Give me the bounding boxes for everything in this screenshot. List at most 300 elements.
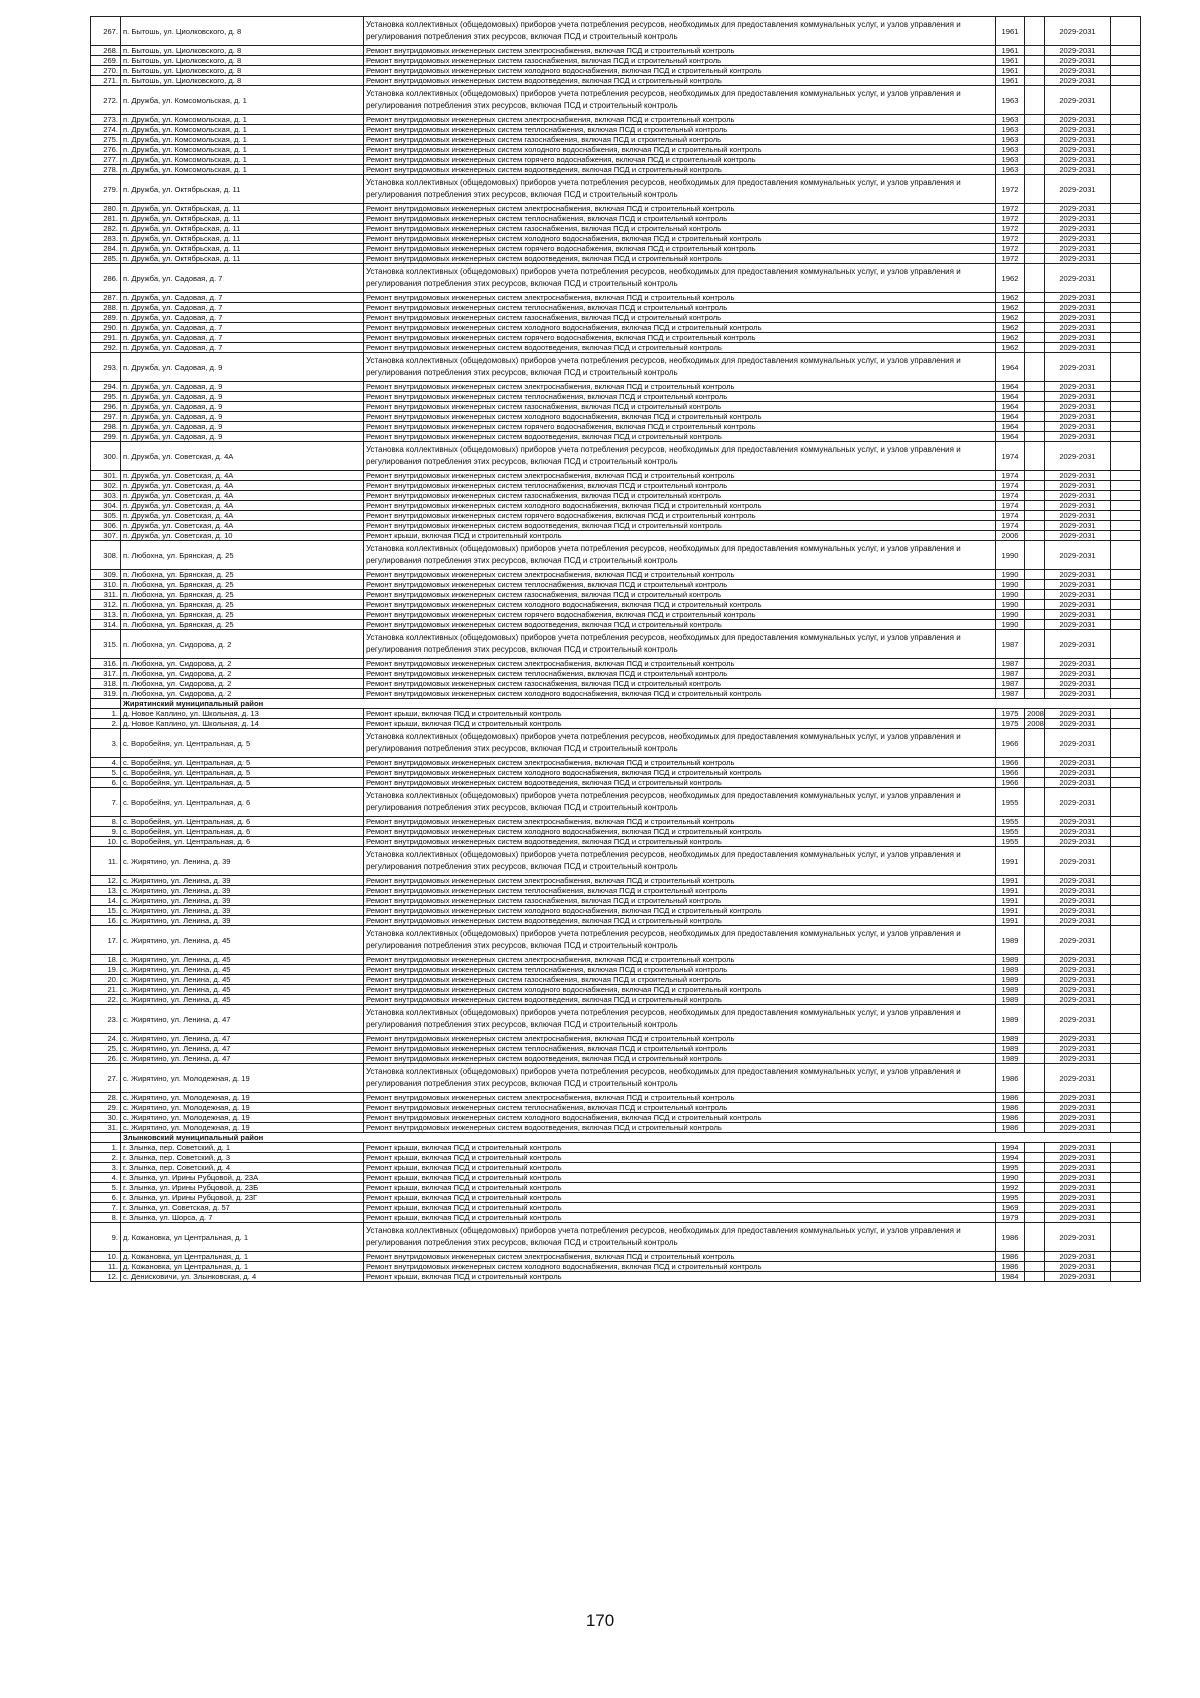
year-built-cell: 1962: [996, 333, 1025, 343]
year-built-cell: 1990: [996, 570, 1025, 580]
year-built-cell: 1991: [996, 916, 1025, 926]
last-repair-cell: [1025, 56, 1045, 66]
year-built-cell: 1964: [996, 422, 1025, 432]
table-row: [91, 392, 1141, 402]
planned-period-cell: 2029-2031: [1045, 115, 1111, 125]
work-type-cell: Ремонт внутридомовых инженерных систем газоснабжения, включая ПСД и строительный контроль: [364, 402, 996, 412]
planned-period-cell: 2029-2031: [1045, 1153, 1111, 1163]
address-cell: с. Жирятино, ул. Ленина, д. 45: [121, 965, 364, 975]
table-row: [91, 491, 1141, 501]
year-built-cell: 1972: [996, 244, 1025, 254]
last-repair-cell: [1025, 1113, 1045, 1123]
work-type-cell: Ремонт внутридомовых инженерных систем водоотведения, включая ПСД и строительный контроль: [364, 521, 996, 531]
year-built-cell: 1989: [996, 975, 1025, 985]
table-row: [91, 876, 1141, 886]
work-type-cell: Ремонт внутридомовых инженерных систем теплоснабжения, включая ПСД и строительный контроль: [364, 965, 996, 975]
year-built-cell: 1962: [996, 343, 1025, 353]
year-built-cell: 1961: [996, 76, 1025, 86]
planned-period-cell: 2029-2031: [1045, 125, 1111, 135]
planned-period-cell: 2029-2031: [1045, 669, 1111, 679]
planned-period-cell: 2029-2031: [1045, 313, 1111, 323]
work-type-cell: Установка коллективных (общедомовых) приборов учета потребления ресурсов, необходимых для предоставления коммунальных услуг, и узлов управления и регулирования потребления этих ресурсов, включая ПСД и строительный контроль: [364, 1064, 996, 1093]
work-type-cell: Установка коллективных (общедомовых) приборов учета потребления ресурсов, необходимых для предоставления коммунальных услуг, и узлов управления и регулирования потребления этих ресурсов, включая ПСД и строительный контроль: [364, 926, 996, 955]
work-type-cell: Ремонт внутридомовых инженерных систем холодного водоснабжения, включая ПСД и строительный контроль: [364, 234, 996, 244]
planned-period-cell: 2029-2031: [1045, 66, 1111, 76]
year-built-cell: 1992: [996, 1183, 1025, 1193]
address-cell: с. Жирятино, ул. Ленина, д. 45: [121, 985, 364, 995]
address-cell: с. Жирятино, ул. Молодежная, д. 19: [121, 1064, 364, 1093]
last-repair-cell: [1025, 630, 1045, 659]
empty-cell: [1111, 1272, 1141, 1282]
work-type-cell: Ремонт внутридомовых инженерных систем водоотведения, включая ПСД и строительный контроль: [364, 343, 996, 353]
repair-program-table: [90, 16, 1141, 1282]
planned-period-cell: 2029-2031: [1045, 1223, 1111, 1252]
row-number: 278.: [91, 165, 121, 175]
planned-period-cell: 2029-2031: [1045, 995, 1111, 1005]
planned-period-cell: 2029-2031: [1045, 758, 1111, 768]
last-repair-cell: [1025, 876, 1045, 886]
section-row: [91, 699, 1141, 709]
row-number: 312.: [91, 600, 121, 610]
last-repair-cell: [1025, 76, 1045, 86]
table-row: [91, 709, 1141, 719]
empty-cell: [1111, 531, 1141, 541]
row-number: 299.: [91, 432, 121, 442]
row-number: 7.: [91, 1203, 121, 1213]
planned-period-cell: 2029-2031: [1045, 343, 1111, 353]
last-repair-cell: [1025, 729, 1045, 758]
empty-cell: [1111, 86, 1141, 115]
address-cell: с. Жирятино, ул. Молодежная, д. 19: [121, 1093, 364, 1103]
address-cell: п. Дружба, ул. Садовая, д. 9: [121, 353, 364, 382]
table-row: [91, 669, 1141, 679]
address-cell: с. Жирятино, ул. Ленина, д. 45: [121, 975, 364, 985]
table-row: [91, 965, 1141, 975]
row-number: 30.: [91, 1113, 121, 1123]
work-type-cell: Ремонт внутридомовых инженерных систем холодного водоснабжения, включая ПСД и строительный контроль: [364, 985, 996, 995]
last-repair-cell: [1025, 1143, 1045, 1153]
year-built-cell: 1991: [996, 886, 1025, 896]
address-cell: с. Жирятино, ул. Ленина, д. 39: [121, 847, 364, 876]
empty-cell: [1111, 709, 1141, 719]
address-cell: г. Злынка, ул. Шорса, д. 7: [121, 1213, 364, 1223]
register-sheet: [90, 16, 1140, 1282]
row-number: 20.: [91, 975, 121, 985]
planned-period-cell: 2029-2031: [1045, 827, 1111, 837]
planned-period-cell: 2029-2031: [1045, 1183, 1111, 1193]
row-number: 6.: [91, 1193, 121, 1203]
address-cell: п. Бытошь, ул. Циолковского, д. 8: [121, 76, 364, 86]
table-row: [91, 511, 1141, 521]
planned-period-cell: 2029-2031: [1045, 689, 1111, 699]
work-type-cell: Ремонт внутридомовых инженерных систем электроснабжения, включая ПСД и строительный контроль: [364, 876, 996, 886]
planned-period-cell: 2029-2031: [1045, 1173, 1111, 1183]
planned-period-cell: 2029-2031: [1045, 600, 1111, 610]
table-row: [91, 46, 1141, 56]
work-type-cell: Ремонт внутридомовых инженерных систем водоотведения, включая ПСД и строительный контроль: [364, 432, 996, 442]
year-built-cell: 1963: [996, 135, 1025, 145]
planned-period-cell: 2029-2031: [1045, 155, 1111, 165]
address-cell: г. Злынка, пер. Советский, д. 4: [121, 1163, 364, 1173]
empty-cell: [1111, 1173, 1141, 1183]
last-repair-cell: [1025, 1183, 1045, 1193]
row-number: 309.: [91, 570, 121, 580]
row-number: 284.: [91, 244, 121, 254]
last-repair-cell: [1025, 1005, 1045, 1034]
work-type-cell: Ремонт крыши, включая ПСД и строительный контроль: [364, 1183, 996, 1193]
work-type-cell: Ремонт внутридомовых инженерных систем электроснабжения, включая ПСД и строительный контроль: [364, 817, 996, 827]
table-row: [91, 313, 1141, 323]
row-number: 280.: [91, 204, 121, 214]
year-built-cell: 1962: [996, 303, 1025, 313]
address-cell: с. Жирятино, ул. Ленина, д. 47: [121, 1034, 364, 1044]
table-row: [91, 264, 1141, 293]
row-number: 27.: [91, 1064, 121, 1093]
address-cell: д. Кожановка, ул Центральная, д. 1: [121, 1262, 364, 1272]
row-number: 21.: [91, 985, 121, 995]
year-built-cell: 1986: [996, 1123, 1025, 1133]
work-type-cell: Ремонт внутридомовых инженерных систем теплоснабжения, включая ПСД и строительный контроль: [364, 303, 996, 313]
table-body: [91, 17, 1141, 1282]
last-repair-cell: [1025, 303, 1045, 313]
address-cell: п. Дружба, ул. Садовая, д. 7: [121, 264, 364, 293]
planned-period-cell: 2029-2031: [1045, 175, 1111, 204]
planned-period-cell: 2029-2031: [1045, 1103, 1111, 1113]
planned-period-cell: 2029-2031: [1045, 847, 1111, 876]
year-built-cell: 1964: [996, 392, 1025, 402]
planned-period-cell: 2029-2031: [1045, 521, 1111, 531]
work-type-cell: Установка коллективных (общедомовых) приборов учета потребления ресурсов, необходимых для предоставления коммунальных услуг, и узлов управления и регулирования потребления этих ресурсов, включая ПСД и строительный контроль: [364, 541, 996, 570]
empty-cell: [1111, 1093, 1141, 1103]
work-type-cell: Ремонт внутридомовых инженерных систем газоснабжения, включая ПСД и строительный контроль: [364, 491, 996, 501]
row-number: 313.: [91, 610, 121, 620]
row-number: 283.: [91, 234, 121, 244]
address-cell: с. Воробейня, ул. Центральная, д. 6: [121, 788, 364, 817]
work-type-cell: Ремонт крыши, включая ПСД и строительный контроль: [364, 1163, 996, 1173]
work-type-cell: Ремонт внутридомовых инженерных систем горячего водоснабжения, включая ПСД и строительный контроль: [364, 511, 996, 521]
table-row: [91, 590, 1141, 600]
planned-period-cell: 2029-2031: [1045, 234, 1111, 244]
row-number: 296.: [91, 402, 121, 412]
table-row: [91, 610, 1141, 620]
row-number: 8.: [91, 1213, 121, 1223]
empty-cell: [1111, 135, 1141, 145]
row-number: 28.: [91, 1093, 121, 1103]
planned-period-cell: 2029-2031: [1045, 1093, 1111, 1103]
empty-cell: [1111, 1223, 1141, 1252]
year-built-cell: 1991: [996, 906, 1025, 916]
row-number: 26.: [91, 1054, 121, 1064]
work-type-cell: Ремонт внутридомовых инженерных систем газоснабжения, включая ПСД и строительный контроль: [364, 135, 996, 145]
row-number: 300.: [91, 442, 121, 471]
planned-period-cell: 2029-2031: [1045, 86, 1111, 115]
empty-cell: [1111, 985, 1141, 995]
address-cell: п. Дружба, ул. Садовая, д. 7: [121, 333, 364, 343]
table-row: [91, 620, 1141, 630]
table-row: [91, 985, 1141, 995]
planned-period-cell: 2029-2031: [1045, 46, 1111, 56]
empty-cell: [1111, 906, 1141, 916]
empty-cell: [1111, 827, 1141, 837]
planned-period-cell: 2029-2031: [1045, 837, 1111, 847]
work-type-cell: Ремонт крыши, включая ПСД и строительный контроль: [364, 1193, 996, 1203]
last-repair-cell: [1025, 264, 1045, 293]
last-repair-cell: [1025, 125, 1045, 135]
empty-cell: [1111, 471, 1141, 481]
empty-cell: [1111, 580, 1141, 590]
table-row: [91, 1044, 1141, 1054]
table-row: [91, 1213, 1141, 1223]
last-repair-cell: [1025, 570, 1045, 580]
work-type-cell: Ремонт внутридомовых инженерных систем электроснабжения, включая ПСД и строительный контроль: [364, 1034, 996, 1044]
empty-cell: [1111, 1153, 1141, 1163]
empty-cell: [1111, 264, 1141, 293]
table-row: [91, 1113, 1141, 1123]
address-cell: г. Злынка, пер. Советский, д. 1: [121, 1143, 364, 1153]
table-row: [91, 758, 1141, 768]
table-row: [91, 679, 1141, 689]
row-number: 13.: [91, 886, 121, 896]
year-built-cell: 1989: [996, 1044, 1025, 1054]
planned-period-cell: 2029-2031: [1045, 1113, 1111, 1123]
row-number: 295.: [91, 392, 121, 402]
table-row: [91, 570, 1141, 580]
empty-cell: [1111, 847, 1141, 876]
table-row: [91, 343, 1141, 353]
year-built-cell: 1990: [996, 541, 1025, 570]
planned-period-cell: 2029-2031: [1045, 1252, 1111, 1262]
last-repair-cell: [1025, 531, 1045, 541]
table-row: [91, 768, 1141, 778]
table-row: [91, 955, 1141, 965]
year-built-cell: 1966: [996, 729, 1025, 758]
empty-cell: [1111, 165, 1141, 175]
table-row: [91, 847, 1141, 876]
address-cell: п. Бытошь, ул. Циолковского, д. 8: [121, 17, 364, 46]
table-row: [91, 501, 1141, 511]
work-type-cell: Ремонт внутридомовых инженерных систем водоотведения, включая ПСД и строительный контроль: [364, 165, 996, 175]
planned-period-cell: 2029-2031: [1045, 471, 1111, 481]
empty-cell: [1111, 679, 1141, 689]
year-built-cell: 1962: [996, 264, 1025, 293]
address-cell: п. Дружба, ул. Советская, д. 4А: [121, 471, 364, 481]
work-type-cell: Ремонт внутридомовых инженерных систем электроснабжения, включая ПСД и строительный контроль: [364, 204, 996, 214]
year-built-cell: 1995: [996, 1193, 1025, 1203]
year-built-cell: 1989: [996, 1005, 1025, 1034]
year-built-cell: 1963: [996, 165, 1025, 175]
empty-cell: [1111, 115, 1141, 125]
table-row: [91, 224, 1141, 234]
table-row: [91, 481, 1141, 491]
work-type-cell: Ремонт внутридомовых инженерных систем теплоснабжения, включая ПСД и строительный контроль: [364, 580, 996, 590]
work-type-cell: Ремонт внутридомовых инженерных систем теплоснабжения, включая ПСД и строительный контроль: [364, 125, 996, 135]
row-number: 292.: [91, 343, 121, 353]
last-repair-cell: [1025, 254, 1045, 264]
work-type-cell: Установка коллективных (общедомовых) приборов учета потребления ресурсов, необходимых для предоставления коммунальных услуг, и узлов управления и регулирования потребления этих ресурсов, включая ПСД и строительный контроль: [364, 175, 996, 204]
row-number: [91, 699, 121, 709]
row-number: 14.: [91, 896, 121, 906]
year-built-cell: 1986: [996, 1262, 1025, 1272]
table-row: [91, 135, 1141, 145]
table-row: [91, 1163, 1141, 1173]
empty-cell: [1111, 1203, 1141, 1213]
planned-period-cell: 2029-2031: [1045, 402, 1111, 412]
empty-cell: [1111, 323, 1141, 333]
row-number: 288.: [91, 303, 121, 313]
last-repair-cell: [1025, 827, 1045, 837]
last-repair-cell: [1025, 600, 1045, 610]
planned-period-cell: 2029-2031: [1045, 1272, 1111, 1282]
last-repair-cell: [1025, 175, 1045, 204]
empty-cell: [1111, 620, 1141, 630]
address-cell: п. Дружба, ул. Октябрьская, д. 11: [121, 234, 364, 244]
empty-cell: [1111, 995, 1141, 1005]
last-repair-cell: [1025, 1223, 1045, 1252]
empty-cell: [1111, 481, 1141, 491]
empty-cell: [1111, 56, 1141, 66]
work-type-cell: Ремонт внутридомовых инженерных систем газоснабжения, включая ПСД и строительный контроль: [364, 313, 996, 323]
work-type-cell: Ремонт внутридомовых инженерных систем холодного водоснабжения, включая ПСД и строительный контроль: [364, 906, 996, 916]
year-built-cell: 1972: [996, 175, 1025, 204]
empty-cell: [1111, 926, 1141, 955]
year-built-cell: 1961: [996, 46, 1025, 56]
empty-cell: [1111, 333, 1141, 343]
empty-cell: [1111, 125, 1141, 135]
last-repair-cell: [1025, 432, 1045, 442]
row-number: 268.: [91, 46, 121, 56]
row-number: 297.: [91, 412, 121, 422]
table-row: [91, 906, 1141, 916]
work-type-cell: Установка коллективных (общедомовых) приборов учета потребления ресурсов, необходимых для предоставления коммунальных услуг, и узлов управления и регулирования потребления этих ресурсов, включая ПСД и строительный контроль: [364, 264, 996, 293]
address-cell: п. Дружба, ул. Садовая, д. 9: [121, 412, 364, 422]
work-type-cell: Ремонт внутридомовых инженерных систем холодного водоснабжения, включая ПСД и строительный контроль: [364, 412, 996, 422]
address-cell: п. Дружба, ул. Садовая, д. 9: [121, 432, 364, 442]
table-row: [91, 76, 1141, 86]
table-row: [91, 402, 1141, 412]
address-cell: п. Дружба, ул. Советская, д. 4А: [121, 491, 364, 501]
work-type-cell: Ремонт внутридомовых инженерных систем горячего водоснабжения, включая ПСД и строительный контроль: [364, 155, 996, 165]
empty-cell: [1111, 659, 1141, 669]
empty-cell: [1111, 965, 1141, 975]
work-type-cell: Установка коллективных (общедомовых) приборов учета потребления ресурсов, необходимых для предоставления коммунальных услуг, и узлов управления и регулирования потребления этих ресурсов, включая ПСД и строительный контроль: [364, 353, 996, 382]
work-type-cell: Ремонт внутридомовых инженерных систем электроснабжения, включая ПСД и строительный контроль: [364, 293, 996, 303]
planned-period-cell: 2029-2031: [1045, 1123, 1111, 1133]
work-type-cell: Ремонт внутридомовых инженерных систем водоотведения, включая ПСД и строительный контроль: [364, 995, 996, 1005]
last-repair-cell: 2008: [1025, 719, 1045, 729]
last-repair-cell: [1025, 1173, 1045, 1183]
table-row: [91, 303, 1141, 313]
empty-cell: [1111, 955, 1141, 965]
table-row: [91, 125, 1141, 135]
planned-period-cell: 2029-2031: [1045, 768, 1111, 778]
address-cell: д. Новое Каплино, ул. Школьная, д. 13: [121, 709, 364, 719]
row-number: 18.: [91, 955, 121, 965]
last-repair-cell: [1025, 1034, 1045, 1044]
planned-period-cell: 2029-2031: [1045, 1054, 1111, 1064]
address-cell: п. Дружба, ул. Садовая, д. 7: [121, 303, 364, 313]
last-repair-cell: [1025, 471, 1045, 481]
last-repair-cell: [1025, 580, 1045, 590]
address-cell: п. Любохна, ул. Сидорова, д. 2: [121, 689, 364, 699]
address-cell: с. Воробейня, ул. Центральная, д. 5: [121, 778, 364, 788]
section-row: [91, 1133, 1141, 1143]
table-row: [91, 175, 1141, 204]
empty-cell: [1111, 1113, 1141, 1123]
address-cell: п. Дружба, ул. Комсомольская, д. 1: [121, 155, 364, 165]
table-row: [91, 214, 1141, 224]
empty-cell: [1111, 886, 1141, 896]
address-cell: п. Любохна, ул. Брянская, д. 25: [121, 600, 364, 610]
year-built-cell: 1975: [996, 709, 1025, 719]
last-repair-cell: [1025, 86, 1045, 115]
table-row: [91, 886, 1141, 896]
last-repair-cell: [1025, 66, 1045, 76]
planned-period-cell: 2029-2031: [1045, 729, 1111, 758]
planned-period-cell: 2029-2031: [1045, 1163, 1111, 1173]
last-repair-cell: [1025, 995, 1045, 1005]
year-built-cell: 1987: [996, 630, 1025, 659]
work-type-cell: Ремонт внутридомовых инженерных систем холодного водоснабжения, включая ПСД и строительный контроль: [364, 827, 996, 837]
last-repair-cell: [1025, 985, 1045, 995]
work-type-cell: Ремонт внутридомовых инженерных систем горячего водоснабжения, включая ПСД и строительный контроль: [364, 333, 996, 343]
address-cell: п. Дружба, ул. Октябрьская, д. 11: [121, 175, 364, 204]
table-row: [91, 896, 1141, 906]
year-built-cell: 1964: [996, 353, 1025, 382]
last-repair-cell: [1025, 768, 1045, 778]
last-repair-cell: [1025, 926, 1045, 955]
year-built-cell: 1961: [996, 56, 1025, 66]
planned-period-cell: 2029-2031: [1045, 303, 1111, 313]
planned-period-cell: 2029-2031: [1045, 432, 1111, 442]
row-number: 9.: [91, 827, 121, 837]
last-repair-cell: [1025, 965, 1045, 975]
table-row: [91, 1054, 1141, 1064]
empty-cell: [1111, 66, 1141, 76]
year-built-cell: 1987: [996, 669, 1025, 679]
last-repair-cell: [1025, 412, 1045, 422]
row-number: 308.: [91, 541, 121, 570]
work-type-cell: Ремонт внутридомовых инженерных систем газоснабжения, включая ПСД и строительный контроль: [364, 975, 996, 985]
row-number: 285.: [91, 254, 121, 264]
year-built-cell: 1990: [996, 1173, 1025, 1183]
last-repair-cell: [1025, 886, 1045, 896]
address-cell: п. Дружба, ул. Советская, д. 4А: [121, 501, 364, 511]
last-repair-cell: [1025, 165, 1045, 175]
empty-cell: [1111, 1213, 1141, 1223]
row-number: 290.: [91, 323, 121, 333]
empty-cell: [1111, 214, 1141, 224]
table-row: [91, 788, 1141, 817]
year-built-cell: 1991: [996, 847, 1025, 876]
planned-period-cell: 2029-2031: [1045, 965, 1111, 975]
year-built-cell: 1963: [996, 125, 1025, 135]
planned-period-cell: 2029-2031: [1045, 570, 1111, 580]
planned-period-cell: 2029-2031: [1045, 323, 1111, 333]
year-built-cell: 1966: [996, 768, 1025, 778]
planned-period-cell: 2029-2031: [1045, 975, 1111, 985]
row-number: 10.: [91, 837, 121, 847]
work-type-cell: Ремонт внутридомовых инженерных систем холодного водоснабжения, включая ПСД и строительный контроль: [364, 66, 996, 76]
row-number: 4.: [91, 758, 121, 768]
planned-period-cell: 2029-2031: [1045, 926, 1111, 955]
year-built-cell: 1964: [996, 402, 1025, 412]
year-built-cell: 1987: [996, 679, 1025, 689]
work-type-cell: Ремонт внутридомовых инженерных систем электроснабжения, включая ПСД и строительный контроль: [364, 115, 996, 125]
address-cell: п. Любохна, ул. Брянская, д. 25: [121, 580, 364, 590]
address-cell: п. Бытошь, ул. Циолковского, д. 8: [121, 46, 364, 56]
row-number: 12.: [91, 1272, 121, 1282]
address-cell: п. Бытошь, ул. Циолковского, д. 8: [121, 66, 364, 76]
